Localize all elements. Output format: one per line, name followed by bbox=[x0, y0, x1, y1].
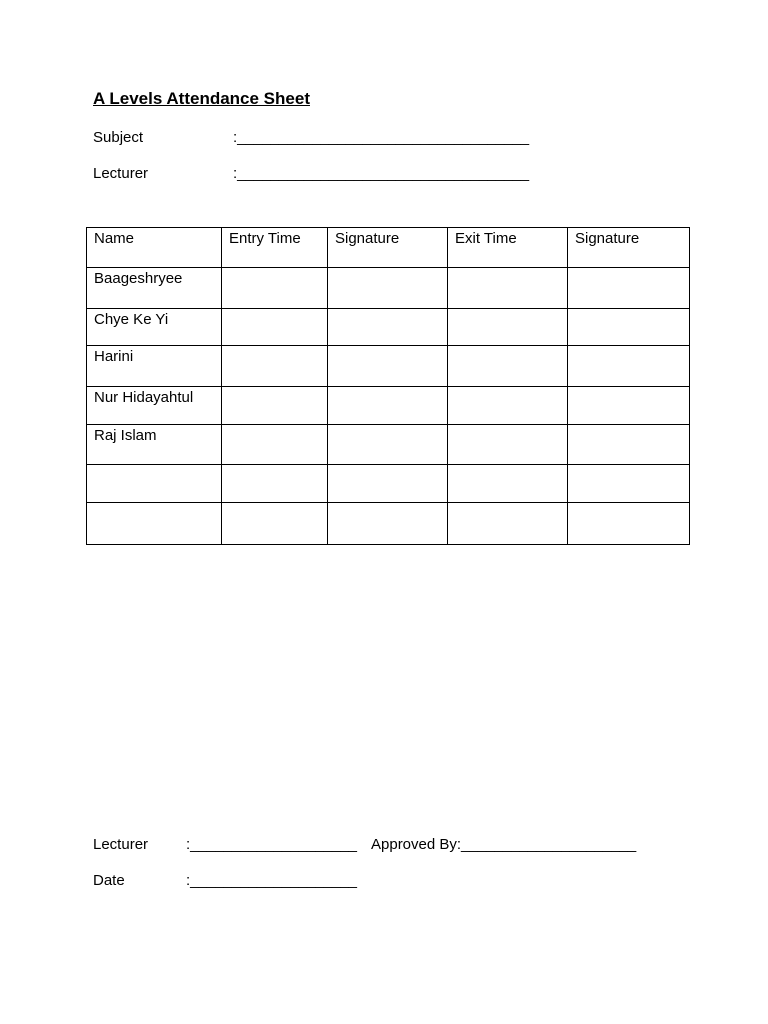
table-cell-signature[interactable] bbox=[328, 346, 448, 387]
table-cell-signature[interactable] bbox=[328, 387, 448, 425]
table-cell-signature[interactable] bbox=[568, 346, 690, 387]
table-cell-name: Raj Islam bbox=[87, 425, 222, 465]
table-row bbox=[87, 465, 690, 503]
table-cell-entry-time[interactable] bbox=[222, 425, 328, 465]
table-cell-signature[interactable] bbox=[568, 465, 690, 503]
footer-lecturer-field[interactable]: :____________________ bbox=[186, 836, 358, 853]
table-row bbox=[87, 425, 690, 465]
table-cell-exit-time[interactable] bbox=[448, 387, 568, 425]
table-cell-exit-time[interactable] bbox=[448, 425, 568, 465]
table-cell-name: Baageshryee bbox=[87, 268, 222, 309]
table-cell-name: Chye Ke Yi bbox=[87, 309, 222, 346]
column-header-signature: Signature bbox=[328, 228, 448, 268]
subject-field[interactable]: :___________________________________ bbox=[233, 129, 530, 146]
subject-label: Subject bbox=[93, 129, 144, 146]
page-title: A Levels Attendance Sheet bbox=[93, 89, 310, 108]
table-cell-entry-time[interactable] bbox=[222, 309, 328, 346]
approved-by-field[interactable]: Approved By:_____________________ bbox=[371, 836, 637, 853]
table-row bbox=[87, 503, 690, 545]
table-cell-signature[interactable] bbox=[568, 268, 690, 309]
table-cell-exit-time[interactable] bbox=[448, 465, 568, 503]
table-cell-signature[interactable] bbox=[328, 309, 448, 346]
table-row bbox=[87, 387, 690, 425]
lecturer-field[interactable]: :___________________________________ bbox=[233, 165, 530, 182]
attendance-table bbox=[86, 227, 690, 545]
column-header-entry-time: Entry Time bbox=[222, 228, 328, 268]
table-cell-signature[interactable] bbox=[568, 387, 690, 425]
table-cell-exit-time[interactable] bbox=[448, 503, 568, 545]
footer-date-field[interactable]: :____________________ bbox=[186, 872, 358, 889]
table-cell-name: Harini bbox=[87, 346, 222, 387]
table-cell-exit-time[interactable] bbox=[448, 268, 568, 309]
table-header-row bbox=[87, 228, 690, 268]
table-row bbox=[87, 309, 690, 346]
table-cell-signature[interactable] bbox=[568, 425, 690, 465]
table-cell-exit-time[interactable] bbox=[448, 346, 568, 387]
table-cell-entry-time[interactable] bbox=[222, 387, 328, 425]
table-cell-exit-time[interactable] bbox=[448, 309, 568, 346]
column-header-signature: Signature bbox=[568, 228, 690, 268]
table-cell-entry-time[interactable] bbox=[222, 268, 328, 309]
table-cell-entry-time[interactable] bbox=[222, 465, 328, 503]
table-cell-signature[interactable] bbox=[568, 309, 690, 346]
table-cell-name[interactable] bbox=[87, 465, 222, 503]
footer-lecturer-label: Lecturer bbox=[93, 836, 149, 853]
table-cell-signature[interactable] bbox=[568, 503, 690, 545]
table-cell-signature[interactable] bbox=[328, 425, 448, 465]
table-cell-entry-time[interactable] bbox=[222, 503, 328, 545]
table-cell-name: Nur Hidayahtul bbox=[87, 387, 222, 425]
table-cell-name[interactable] bbox=[87, 503, 222, 545]
column-header-name: Name bbox=[87, 228, 222, 268]
table-row bbox=[87, 268, 690, 309]
column-header-exit-time: Exit Time bbox=[448, 228, 568, 268]
table-cell-signature[interactable] bbox=[328, 503, 448, 545]
table-cell-signature[interactable] bbox=[328, 465, 448, 503]
table-cell-signature[interactable] bbox=[328, 268, 448, 309]
lecturer-label: Lecturer bbox=[93, 165, 149, 182]
footer-date-label: Date bbox=[93, 872, 125, 889]
table-cell-entry-time[interactable] bbox=[222, 346, 328, 387]
table-row bbox=[87, 346, 690, 387]
